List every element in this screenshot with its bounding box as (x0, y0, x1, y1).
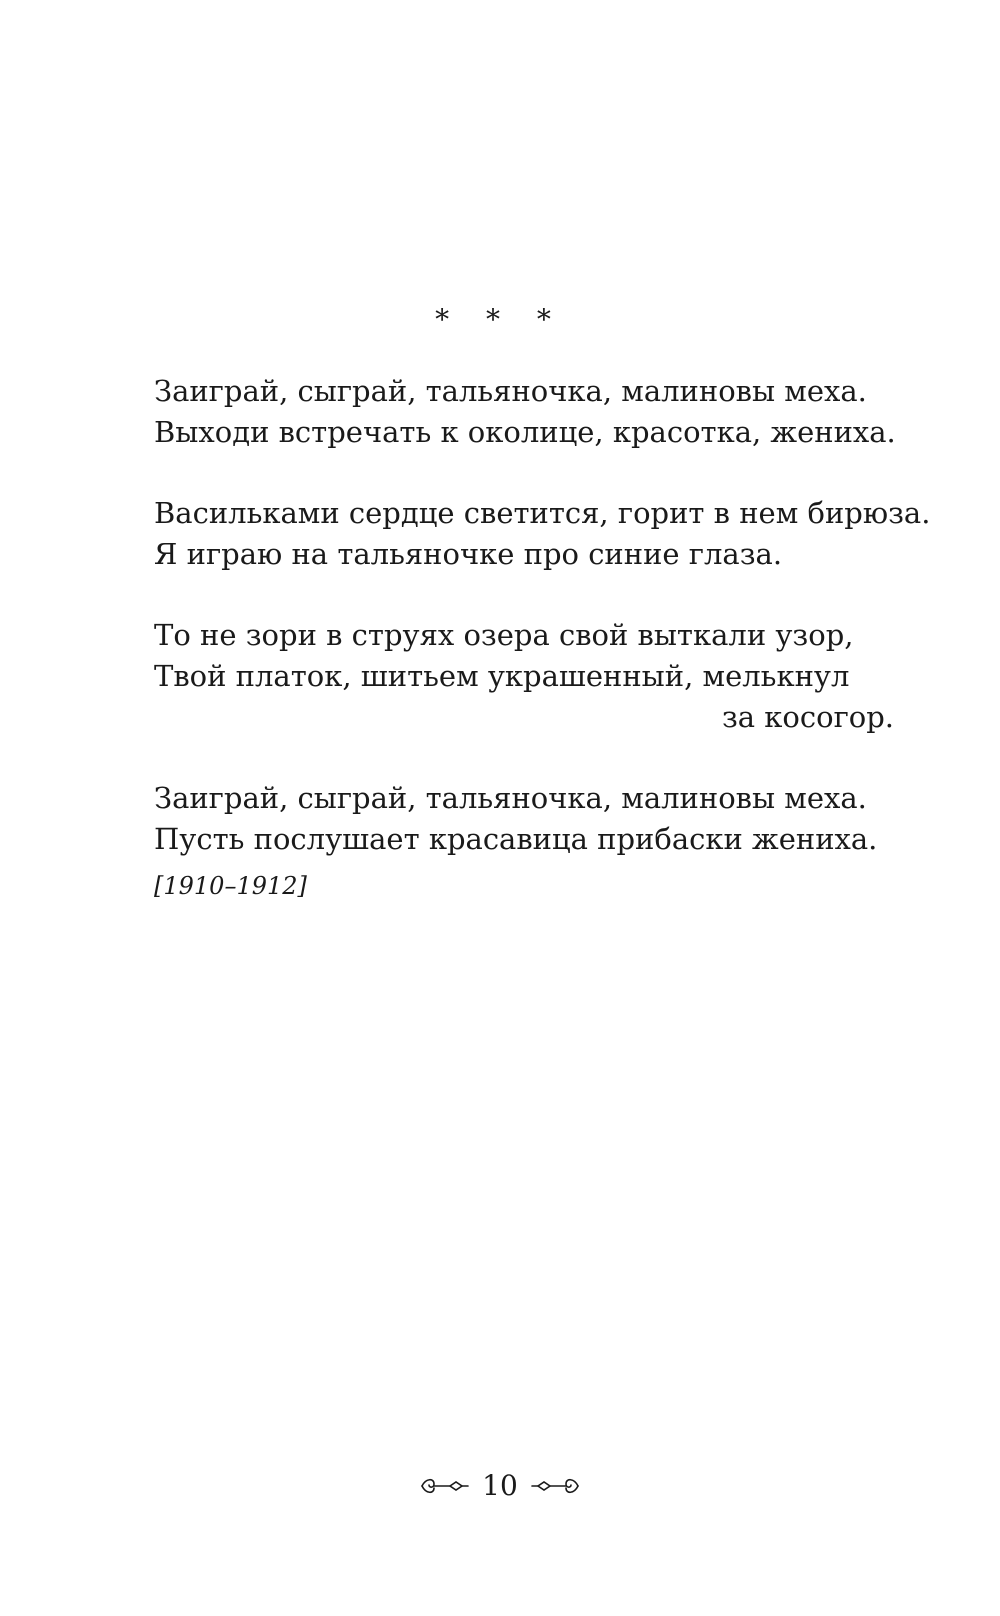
page-footer (0, 1466, 1000, 1506)
page-number: 10 (482, 1469, 518, 1502)
poem-line: Пусть послушает красавица прибаски жениха. (154, 822, 878, 856)
poem-date: [1910–1912] (154, 872, 307, 900)
poem (154, 371, 931, 900)
poem-line: Я играю на тальяночке про синие глаза. (154, 537, 783, 571)
section-separator: * * * (435, 303, 565, 336)
poem-line: То не зори в струях озера свой выткали узор, (154, 618, 854, 652)
stanza-1 (154, 371, 894, 453)
poem-line: Твой платок, шитьем украшенный, мелькнул (154, 659, 850, 693)
flourish-right-icon (530, 1474, 580, 1498)
poem-line: Васильками сердце светится, горит в нем бирюза. (154, 496, 931, 530)
poem-line: Заиграй, сыграй, тальяночка, малиновы меха. (154, 781, 867, 815)
stanza-2 (154, 493, 931, 575)
poem-line: Выходи встречать к околице, красотка, жениха. (154, 415, 896, 449)
stanza-3 (154, 615, 894, 738)
poem-line-continuation: за косогор. (721, 700, 894, 734)
poem-line: Заиграй, сыграй, тальяночка, малиновы меха. (154, 374, 867, 408)
stanza-4 (154, 778, 894, 860)
flourish-left-icon (420, 1474, 470, 1498)
